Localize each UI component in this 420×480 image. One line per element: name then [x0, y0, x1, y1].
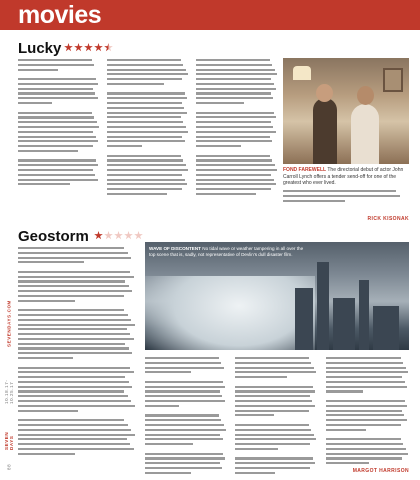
- text-line: [18, 371, 134, 373]
- text-line: [18, 347, 129, 349]
- text-line: [18, 376, 125, 378]
- text-line: [18, 386, 132, 388]
- text-line: [326, 443, 403, 445]
- text-line: [145, 381, 223, 383]
- lucky-body-column-1: [18, 59, 100, 188]
- text-line: [18, 405, 135, 407]
- text-line: [235, 371, 316, 373]
- text-line: [18, 102, 52, 104]
- section-masthead: [0, 0, 420, 30]
- text-line: [18, 121, 97, 123]
- text-line: [235, 424, 309, 426]
- text-line: [235, 438, 316, 440]
- text-line: [145, 438, 223, 440]
- text-line: [107, 140, 185, 142]
- text-line: [18, 64, 94, 66]
- text-line: [196, 188, 271, 190]
- text-line: [235, 400, 312, 402]
- text-line: [107, 131, 188, 133]
- text-line: [18, 328, 127, 330]
- text-line: [145, 457, 225, 459]
- text-line: [18, 97, 98, 99]
- text-line: [326, 410, 402, 412]
- geostorm-byline: MARGOT HARRISON: [352, 468, 409, 474]
- text-line: [283, 195, 400, 197]
- text-line: [107, 155, 181, 157]
- text-line: [18, 159, 96, 161]
- text-line: [196, 193, 256, 195]
- text-line: [18, 59, 92, 61]
- text-line: [18, 276, 134, 278]
- geostorm-star-rating: [94, 231, 143, 240]
- text-line: [18, 434, 135, 436]
- text-line: [18, 357, 73, 359]
- text-line: [326, 453, 408, 455]
- skyscraper-shape: [373, 306, 399, 350]
- text-line: [235, 462, 315, 464]
- text-line: [196, 136, 270, 138]
- half-star-icon: [104, 43, 113, 52]
- sidebar-website: SEVENDAYS.COM: [6, 300, 12, 347]
- text-line: [107, 64, 183, 66]
- text-line: [107, 179, 185, 181]
- text-line: [326, 357, 401, 359]
- text-line: [145, 424, 224, 426]
- text-line: [196, 155, 270, 157]
- text-line: [18, 324, 135, 326]
- text-line: [18, 145, 93, 147]
- text-line: [145, 400, 225, 402]
- text-line: [235, 405, 315, 407]
- empty-star-icon: [104, 231, 113, 240]
- actor-head-right: [357, 86, 374, 105]
- text-line: [18, 261, 84, 263]
- text-line: [326, 419, 407, 421]
- skyscraper-shape: [295, 288, 313, 350]
- text-line: [145, 419, 221, 421]
- text-line: [18, 419, 124, 421]
- text-line: [18, 116, 94, 118]
- text-line: [145, 357, 219, 359]
- text-line: [107, 121, 183, 123]
- actor-figure-left: [313, 98, 337, 164]
- text-line: [196, 159, 272, 161]
- text-line: [107, 97, 187, 99]
- text-line: [18, 448, 134, 450]
- text-line: [18, 314, 128, 316]
- sidebar-date: 10.18.17-10.25.17: [4, 379, 14, 404]
- text-line: [18, 367, 130, 369]
- text-line: [196, 179, 274, 181]
- text-line: [145, 395, 222, 397]
- text-line: [235, 376, 287, 378]
- text-line: [326, 362, 403, 364]
- text-line: [18, 285, 129, 287]
- lucky-caption-text: The directorial debut of actor John Carroll Lynch offers a tender send-off for one of the greatest who ever lived.: [283, 167, 404, 186]
- geostorm-caption-text: No tidal wave or weather tampering in all over the top scene that is, sadly, not representative of Devlin's dull disaster film.: [149, 246, 304, 257]
- text-line: [326, 367, 406, 369]
- text-line: [196, 131, 276, 133]
- text-line: [18, 438, 127, 440]
- text-line: [18, 295, 124, 297]
- text-line: [283, 200, 345, 202]
- text-line: [235, 410, 309, 412]
- text-line: [18, 352, 132, 354]
- text-line: [196, 83, 274, 85]
- text-line: [196, 59, 270, 61]
- lucky-body-column-2: [107, 59, 189, 198]
- text-line: [18, 164, 98, 166]
- text-line: [196, 78, 271, 80]
- section-title: movies: [18, 1, 102, 29]
- text-line: [18, 343, 125, 345]
- text-line: [145, 472, 191, 474]
- text-line: [107, 126, 186, 128]
- text-line: [107, 164, 186, 166]
- text-line: [235, 414, 274, 416]
- text-line: [18, 83, 98, 85]
- text-line: [196, 88, 276, 90]
- text-line: [326, 371, 408, 373]
- empty-star-icon: [134, 231, 143, 240]
- text-line: [145, 467, 222, 469]
- text-line: [18, 247, 124, 249]
- text-line: [18, 252, 128, 254]
- text-line: [235, 448, 278, 450]
- text-line: [145, 414, 219, 416]
- text-line: [326, 386, 407, 388]
- text-line: [18, 300, 75, 302]
- text-line: [18, 131, 93, 133]
- text-line: [145, 434, 220, 436]
- text-line: [196, 164, 275, 166]
- text-line: [145, 453, 223, 455]
- text-line: [196, 112, 274, 114]
- text-line: [196, 140, 272, 142]
- geostorm-caption-label: WAVE OF DISCONTENT: [149, 246, 201, 251]
- text-line: [107, 136, 182, 138]
- text-line: [326, 390, 363, 392]
- text-line: [107, 116, 181, 118]
- geostorm-body-column-4: [326, 357, 409, 467]
- text-line: [18, 150, 78, 152]
- text-line: [326, 376, 402, 378]
- text-line: [235, 467, 310, 469]
- star-icon: [94, 231, 103, 240]
- skyscraper-shape: [359, 280, 369, 350]
- lucky-byline: RICK KISONAK: [367, 216, 409, 222]
- text-line: [107, 69, 186, 71]
- text-line: [18, 169, 93, 171]
- text-line: [196, 97, 273, 99]
- text-line: [107, 78, 182, 80]
- text-line: [18, 179, 98, 181]
- text-line: [18, 174, 95, 176]
- text-line: [326, 424, 401, 426]
- geostorm-title: Geostorm: [18, 228, 89, 245]
- text-line: [18, 443, 130, 445]
- text-line: [145, 367, 224, 369]
- text-line: [196, 121, 271, 123]
- text-line: [196, 174, 271, 176]
- text-line: [326, 448, 406, 450]
- text-line: [326, 381, 405, 383]
- actor-figure-right: [351, 104, 379, 164]
- text-line: [326, 429, 366, 431]
- text-line: [196, 69, 275, 71]
- text-line: [326, 405, 407, 407]
- text-line: [18, 453, 75, 455]
- text-line: [107, 107, 184, 109]
- text-line: [196, 102, 244, 104]
- text-line: [18, 338, 134, 340]
- text-line: [18, 429, 131, 431]
- text-line: [18, 140, 98, 142]
- text-line: [196, 92, 271, 94]
- text-line: [235, 386, 313, 388]
- text-line: [18, 290, 132, 292]
- sidebar-page-number: 88: [6, 463, 12, 470]
- text-line: [145, 462, 220, 464]
- text-line: [18, 112, 92, 114]
- lucky-caption-label: FOND FAREWELL: [283, 167, 327, 173]
- text-line: [18, 271, 130, 273]
- star-icon: [94, 43, 103, 52]
- text-line: [18, 395, 128, 397]
- text-line: [145, 362, 221, 364]
- text-line: [107, 183, 187, 185]
- text-line: [107, 145, 142, 147]
- text-line: [107, 112, 187, 114]
- text-line: [326, 400, 405, 402]
- text-line: [326, 457, 402, 459]
- text-line: [145, 371, 191, 373]
- text-line: [18, 183, 70, 185]
- lamp-shape: [293, 66, 311, 80]
- picture-frame-shape: [383, 68, 403, 92]
- text-line: [235, 395, 310, 397]
- lucky-film-still-photo: [283, 58, 409, 164]
- text-line: [18, 126, 99, 128]
- star-icon: [74, 43, 83, 52]
- text-line: [196, 126, 273, 128]
- text-line: [18, 424, 128, 426]
- text-line: [196, 73, 277, 75]
- text-line: [235, 472, 275, 474]
- text-line: [235, 457, 313, 459]
- geostorm-photo-caption: [149, 246, 309, 258]
- geostorm-body-column-1: [18, 247, 136, 457]
- sidebar-publication: SEVEN DAYS: [4, 431, 14, 450]
- text-line: [326, 438, 401, 440]
- geostorm-film-still-photo: [145, 242, 409, 350]
- text-line: [145, 390, 220, 392]
- star-icon: [84, 43, 93, 52]
- lucky-body-column-4: [283, 190, 409, 204]
- text-line: [18, 92, 95, 94]
- text-line: [235, 357, 309, 359]
- text-line: [107, 174, 182, 176]
- text-line: [145, 386, 225, 388]
- empty-star-icon: [124, 231, 133, 240]
- text-line: [107, 83, 164, 85]
- text-line: [283, 190, 396, 192]
- text-line: [18, 69, 58, 71]
- text-line: [18, 78, 96, 80]
- text-line: [196, 116, 276, 118]
- text-line: [235, 390, 315, 392]
- text-line: [235, 429, 311, 431]
- text-line: [235, 434, 314, 436]
- text-line: [107, 188, 182, 190]
- text-line: [196, 145, 241, 147]
- text-line: [107, 92, 185, 94]
- text-line: [235, 367, 314, 369]
- skyscraper-shape: [333, 298, 355, 350]
- text-line: [18, 319, 131, 321]
- text-line: [18, 381, 129, 383]
- text-line: [18, 410, 78, 412]
- text-line: [107, 169, 188, 171]
- geostorm-body-column-2: [145, 357, 227, 477]
- text-line: [235, 443, 310, 445]
- text-line: [196, 169, 277, 171]
- text-line: [18, 400, 131, 402]
- text-line: [326, 462, 369, 464]
- skyscraper-shape: [317, 262, 329, 350]
- text-line: [107, 73, 188, 75]
- text-line: [18, 257, 131, 259]
- text-line: [107, 193, 167, 195]
- text-line: [196, 183, 276, 185]
- text-line: [196, 64, 272, 66]
- text-line: [235, 362, 311, 364]
- text-line: [107, 59, 181, 61]
- text-line: [18, 136, 96, 138]
- text-line: [18, 309, 124, 311]
- text-line: [145, 429, 226, 431]
- lucky-photo-caption: [283, 167, 409, 187]
- text-line: [145, 405, 179, 407]
- lucky-body-column-3: [196, 59, 278, 198]
- star-icon: [64, 43, 73, 52]
- tidal-wave-shape: [145, 276, 315, 350]
- text-line: [18, 390, 124, 392]
- text-line: [18, 333, 130, 335]
- text-line: [145, 443, 193, 445]
- page-sidebar: [4, 300, 14, 470]
- lucky-star-rating: [64, 43, 113, 52]
- actor-head-left: [316, 84, 333, 102]
- text-line: [107, 159, 183, 161]
- text-line: [107, 102, 182, 104]
- text-line: [18, 280, 125, 282]
- lucky-title: Lucky: [18, 40, 62, 57]
- geostorm-body-column-3: [235, 357, 317, 477]
- text-line: [326, 414, 404, 416]
- text-line: [18, 88, 93, 90]
- empty-star-icon: [114, 231, 123, 240]
